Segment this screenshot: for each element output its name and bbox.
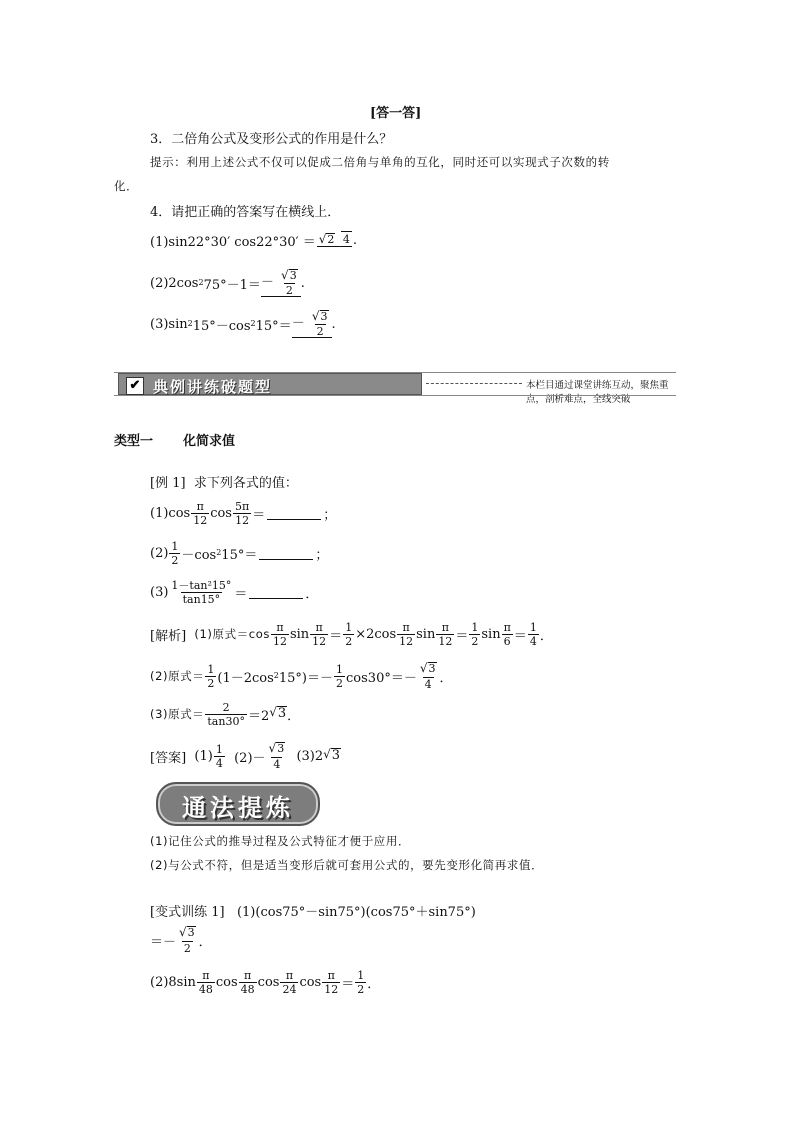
variant-p2-f2d: 48 xyxy=(240,982,255,996)
answer-1-num: 1 xyxy=(215,742,223,756)
question-4: 4．请把正确的答案写在横线上． xyxy=(150,205,341,220)
example-label: [例 1] xyxy=(150,476,186,491)
q4-item-3-sign: － xyxy=(291,316,305,331)
example-prompt: 求下列各式的值： xyxy=(193,476,298,491)
sol-s3-b: ＝2 xyxy=(247,708,270,724)
sol-s1-f1n: π xyxy=(276,620,284,634)
banner-rule-bottom xyxy=(114,395,676,396)
answer-2-num: 3 xyxy=(277,742,285,756)
q4-item-3-lhs-a: (3)sin xyxy=(150,316,188,332)
variant-line-1b: ＝－ √ 3 2 ． xyxy=(150,925,212,955)
variant-p2-b: cos xyxy=(215,974,238,990)
ex-p1-f1n: π xyxy=(196,499,204,513)
example-1-part-1 xyxy=(150,495,336,531)
q4-item-2: (2)2cos 2 75°－1＝ － √ 3 2 . xyxy=(150,267,305,298)
sol-s1-e: sin xyxy=(416,626,436,642)
check-icon: ✔ xyxy=(126,377,144,395)
q4-item-2-sign: － xyxy=(260,275,274,290)
variant-p2-f3d: 24 xyxy=(282,982,297,996)
ex-p1-b: cos xyxy=(210,505,232,521)
q4-item-2-lhs-a: (2)2cos xyxy=(150,275,199,291)
sol-s1-end: ． xyxy=(539,628,553,644)
variant-line-2 xyxy=(150,964,380,1000)
type-title: 化简求值 xyxy=(183,434,236,449)
sol-s3-end: ． xyxy=(287,708,301,724)
variant-label: [变式训练 1] xyxy=(150,905,225,920)
sol-s3-rad: 3 xyxy=(277,706,287,722)
sol-s1-f2d: 12 xyxy=(312,634,327,648)
answer-2-den: 4 xyxy=(273,757,281,771)
sol-s2-f3d: 4 xyxy=(424,677,432,691)
sol-s2-f3n: 3 xyxy=(428,662,436,676)
sol-s1-f7n: π xyxy=(503,620,511,634)
q4-item-2-answer: － √ 3 2 xyxy=(261,269,301,297)
variant-p2-f5d: 2 xyxy=(357,982,365,996)
sol-s1-f6d: 2 xyxy=(471,634,479,648)
type-label: 类型一 xyxy=(114,434,154,449)
variant-line-1 xyxy=(150,901,476,920)
ex-p1-f1d: 12 xyxy=(193,513,208,527)
banner-box xyxy=(118,373,422,395)
question-3: 3．二倍角公式及变形公式的作用是什么？ xyxy=(150,132,393,147)
banner-note: 本栏目通过课堂讲练互动，聚焦重点，剖析难点，全线突破 xyxy=(526,380,669,405)
variant-p2-c: cos xyxy=(257,974,280,990)
sol-s2-f1d: 2 xyxy=(207,676,215,690)
section-header: [答一答] xyxy=(370,106,422,121)
sol-s1-f6n: 1 xyxy=(471,620,479,634)
q4-item-2-den: 2 xyxy=(285,284,293,298)
q4-item-1-den: 4 xyxy=(342,232,350,246)
q4-item-1-lhs: (1)sin22°30′ cos22°30′ ＝ xyxy=(150,234,316,250)
ex-p1-c: ＝ xyxy=(252,507,266,523)
type-heading xyxy=(114,430,235,449)
sol-s1-f4d: 12 xyxy=(399,634,414,648)
example-1-part-3 xyxy=(150,574,318,610)
variant-p2-end: ． xyxy=(367,976,381,992)
q4-item-2-rad: 3 xyxy=(289,268,297,282)
ex-p3-c: ＝ xyxy=(234,586,248,602)
ex-p2-b: －cos xyxy=(181,547,217,563)
q4-item-1-answer: √ 2 4 xyxy=(318,231,350,246)
q4-item-2-lhs-b: 75°－1＝ xyxy=(203,277,261,293)
ex-p3-end: ． xyxy=(305,586,319,602)
variant-p1-lhs: (1)(cos75°－sin75°)(cos75°＋sin75°) xyxy=(236,905,476,920)
sol-s2-a: (2)原式＝ xyxy=(150,669,205,683)
example-1-part-2: (2) $\frac{1}{2}$ －cos 2 15°＝ ； xyxy=(150,539,329,567)
ex-p1-f2d: 12 xyxy=(235,513,250,527)
ex-p3-fd: tan15° xyxy=(182,592,221,606)
variant-p1-eq: ＝－ xyxy=(150,934,177,950)
variant-p2-a: (2)8sin xyxy=(150,974,196,990)
solution-line-1 xyxy=(150,616,553,652)
hint-line-1 xyxy=(150,154,610,170)
sol-s2-end: ． xyxy=(439,670,453,686)
answer-3-prefix: (3)2 xyxy=(296,748,324,764)
sol-s1-h: sin xyxy=(481,626,501,642)
variant-p2-f3n: π xyxy=(285,968,294,982)
sol-s1-f8n: 1 xyxy=(529,620,537,634)
answer-label: [答案] xyxy=(150,750,187,766)
variant-p2-f1n: π xyxy=(202,968,210,982)
sol-s1-f2n: π xyxy=(315,620,323,634)
sol-s1-d: ×2cos xyxy=(355,626,397,642)
sol-s3-fn: 2 xyxy=(222,700,230,714)
variant-p1-end: ． xyxy=(198,934,212,950)
answer-line: [答案] (1) $\frac{1}{4}$ (2)－ √ 3 4 (3)2 √ 3 xyxy=(150,741,341,771)
hint-label: 提示： xyxy=(150,155,187,169)
q4-item-3-answer: － √ 3 2 xyxy=(292,310,332,338)
variant-p2-f5n: 1 xyxy=(357,968,365,982)
sol-s1-f3n: 1 xyxy=(345,620,353,634)
variant-p2-e: ＝ xyxy=(341,976,355,992)
sol-s1-c: ＝ xyxy=(329,628,343,644)
section-banner xyxy=(114,372,676,405)
sol-s2-f2d: 2 xyxy=(336,676,344,690)
ex-p3-a: (3) xyxy=(150,584,169,600)
q4-item-3-rad: 3 xyxy=(320,309,328,323)
variant-p2-d: cos xyxy=(299,974,322,990)
hint-text: 利用上述公式不仅可以促成二倍角与单角的互化，同时还可以实现式子次数的转 xyxy=(186,155,610,169)
answer-blank xyxy=(267,507,321,520)
ex-p2-c: 15°＝ xyxy=(221,547,258,563)
sol-s2-f1n: 1 xyxy=(207,662,215,676)
variant-p1-den: 2 xyxy=(183,941,191,955)
method-badge-text: 通法提炼 xyxy=(182,794,294,822)
sol-s2-b: (1－2cos xyxy=(217,670,274,686)
q4-item-3-den: 2 xyxy=(316,325,324,339)
sol-s2-c: 15°)＝－ xyxy=(278,670,334,686)
q4-item-3-lhs-c: 15°＝ xyxy=(255,318,292,334)
sol-s1-f5n: π xyxy=(441,620,449,634)
answer-blank xyxy=(249,586,303,599)
variant-p2-f4n: π xyxy=(327,968,335,982)
ex-p1-end: ； xyxy=(323,507,337,523)
ex-p2-fd: 2 xyxy=(171,553,179,567)
answer-1-prefix: (1) xyxy=(194,748,213,764)
q4-item-1: (1)sin22°30′ cos22°30′ ＝ √ 2 4 . xyxy=(150,231,358,250)
answer-2-prefix: (2)－ xyxy=(234,750,266,766)
sol-s1-f5d: 12 xyxy=(438,634,453,648)
ex-p3-fn: 1－tan²15° xyxy=(171,578,232,592)
sol-s1-f7d: 6 xyxy=(503,634,511,648)
solution-label: [解析] xyxy=(150,628,187,644)
sol-s1-b: sin xyxy=(289,626,310,642)
sol-s1-f3d: 2 xyxy=(345,634,353,648)
sol-s1-f1d: 12 xyxy=(272,634,287,648)
solution-line-3: (3)原式＝ $\frac{2}{\tan 30^\circ}$ ＝2 √ 3 ． xyxy=(150,700,301,728)
variant-p1-num: 3 xyxy=(187,926,195,940)
answer-3-rad: 3 xyxy=(331,748,341,764)
ex-p2-a: (2) xyxy=(150,545,169,561)
answer-1-den: 4 xyxy=(215,756,223,770)
sol-s1-i: ＝ xyxy=(513,628,527,644)
variant-p2-f2n: π xyxy=(244,968,252,982)
ex-p1-a: (1)cos xyxy=(150,505,191,521)
variant-p2-f1d: 48 xyxy=(198,982,213,996)
sol-s3-a: (3)原式＝ xyxy=(150,707,205,721)
sol-s3-fd: tan30° xyxy=(207,714,245,728)
ex-p2-end: ； xyxy=(315,547,329,563)
method-badge xyxy=(156,782,320,826)
variant-p2-f4d: 12 xyxy=(324,982,339,996)
hint-line-2: 化． xyxy=(114,179,139,193)
q4-item-1-rad: 2 xyxy=(327,232,335,246)
sol-s1-f8d: 4 xyxy=(529,634,537,648)
answer-blank xyxy=(259,547,313,560)
ex-p1-f2n: 5π xyxy=(234,499,250,513)
sol-s1-g: ＝ xyxy=(455,628,469,644)
method-line-1: (1)记住公式的推导过程及公式特征才便于应用． xyxy=(150,834,411,848)
sol-s2-f2n: 1 xyxy=(336,662,344,676)
sol-s2-d: cos30°＝－ xyxy=(346,670,417,686)
ex-p2-fn: 1 xyxy=(171,539,179,553)
solution-line-2: (2)原式＝ $\frac{1}{2}$ (1－2cos 2 15°)＝－ $\frac{1}{2}$ cos30°＝－ √ 3 4 ． xyxy=(150,661,453,691)
method-line-2: (2)与公式不符，但是适当变形后就可套用公式的，要先变形化简再求值． xyxy=(150,858,544,872)
banner-title: 典例讲练破题型 xyxy=(153,378,273,396)
q4-item-3-lhs-b: 15°－cos xyxy=(192,318,251,334)
example-1-heading xyxy=(150,472,298,491)
sol-s1-a: (1)原式＝cos xyxy=(194,627,270,641)
sol-s1-f4n: π xyxy=(402,620,410,634)
q4-item-3: (3)sin 2 15°－cos 2 15°＝ － √ 3 2 . xyxy=(150,308,336,339)
banner-dash xyxy=(426,383,522,384)
